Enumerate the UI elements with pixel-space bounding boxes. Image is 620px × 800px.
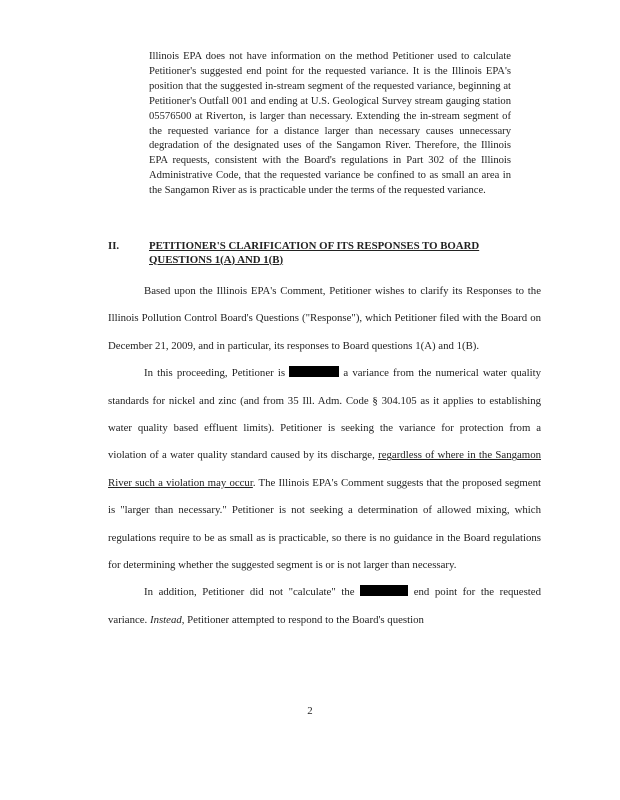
- block-quote-text: Illinois EPA does not have information on the method Petitioner used to calculate Petitioner's suggested end point for the requested variance. It is the Illinois EPA's position that the suggested in-stream segment of the requested variance, beginning at Petitioner's Outfall 001 and ending at U.S. Geological Survey stream gauging station 05576500 at Riverton, is larger than necessary. Extending the in-stream segment of the requested variance for a distance larger than necessary causes unnecessary degradation of the designated uses of the Sangamon River. Therefore, the Illinois EPA requests, consistent with the Board's regulations in Part 302 of the Illinois Administrative Code, that the requested variance be confined to as small an area in the Sangamon River as is practicable under the terms of the requested variance.: [149, 51, 511, 197]
- block-quote: [149, 50, 511, 199]
- redaction-box: [289, 366, 339, 377]
- page-number: 2: [307, 705, 313, 717]
- paragraph-3-part-b: end point for the requested variance.: [108, 586, 541, 626]
- paragraph-3: [108, 579, 541, 634]
- redaction-box: [360, 585, 408, 596]
- paragraph-3-part-c: , Petitioner attempted to respond to the Board's question: [181, 613, 424, 626]
- paragraph-2-part-a: In this proceeding, Petitioner is: [144, 367, 286, 380]
- section-number: II.: [108, 240, 120, 252]
- paragraph-2-part-b: a variance from the numerical water quality standards for nickel and zinc (and from 35 Ill. Adm. Code § 304.105 as it applies to establishing water quality based effluent limits). Petitioner is seeking the variance for protection from a violation of a water quality standard caused by its discharge,: [108, 367, 541, 462]
- paragraph-2-part-c: . The Illinois EPA's Comment suggests that the proposed segment is "larger than necessary." Petitioner is not seeking a determination of allowed mixing, which regulations require to be as small as is practicable, so there is no guidance in the Board regulations for determining whether the suggested segment is or is not larger than necessary.: [108, 476, 541, 572]
- underlined-phrase: regardless of where in the Sangamon River such a violation may occur: [108, 449, 542, 489]
- paragraph-2: [108, 360, 541, 579]
- paragraph-3-part-a: In addition, Petitioner did not "calculate" the: [144, 586, 355, 599]
- paragraph-1: Based upon the Illinois EPA's Comment, Petitioner wishes to clarify its Responses to the Illinois Pollution Control Board's Questions ("Response"), which Petitioner filed with the Board on December 21, 2009, and in particular, its responses to Board questions 1(A) and 1(B).: [108, 285, 541, 352]
- italic-word: Instead: [149, 613, 182, 626]
- body-text: [108, 278, 541, 634]
- section-title: PETITIONER'S CLARIFICATION OF ITS RESPONSES TO BOARD QUESTIONS 1(A) AND 1(B): [149, 240, 480, 266]
